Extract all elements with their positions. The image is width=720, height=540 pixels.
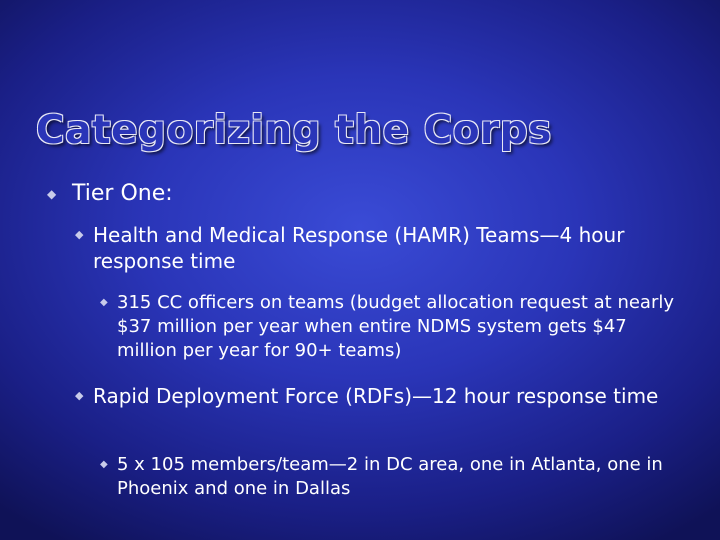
bullet-text: Health and Medical Response (HAMR) Teams—4 hour response time (93, 223, 625, 273)
small-diamond-bullet-icon: ◆ (75, 228, 84, 241)
bullet-hamr (75, 222, 695, 274)
bullet-text: 315 CC officers on teams (budget allocation request at nearly $37 million per year when entire NDMS system gets $47 million per year for 90+ teams) (117, 292, 675, 361)
small-diamond-bullet-icon: ◆ (100, 297, 108, 308)
bullet-cc-officers (100, 291, 690, 363)
small-diamond-bullet-icon: ◆ (100, 459, 108, 470)
bullet-text: 5 x 105 members/team—2 in DC area, one in Atlanta, one in Phoenix and one in Dallas (117, 454, 663, 499)
bullet-rdf (75, 383, 695, 409)
slide-title: Categorizing the Corps (36, 108, 552, 153)
bullet-members (100, 453, 690, 501)
small-diamond-bullet-icon: ◆ (75, 389, 84, 402)
bullet-text: Tier One: (72, 181, 173, 206)
diamond-bullet-icon: ◆ (47, 187, 57, 201)
bullet-text: Rapid Deployment Force (RDFs)—12 hour response time (93, 384, 659, 408)
